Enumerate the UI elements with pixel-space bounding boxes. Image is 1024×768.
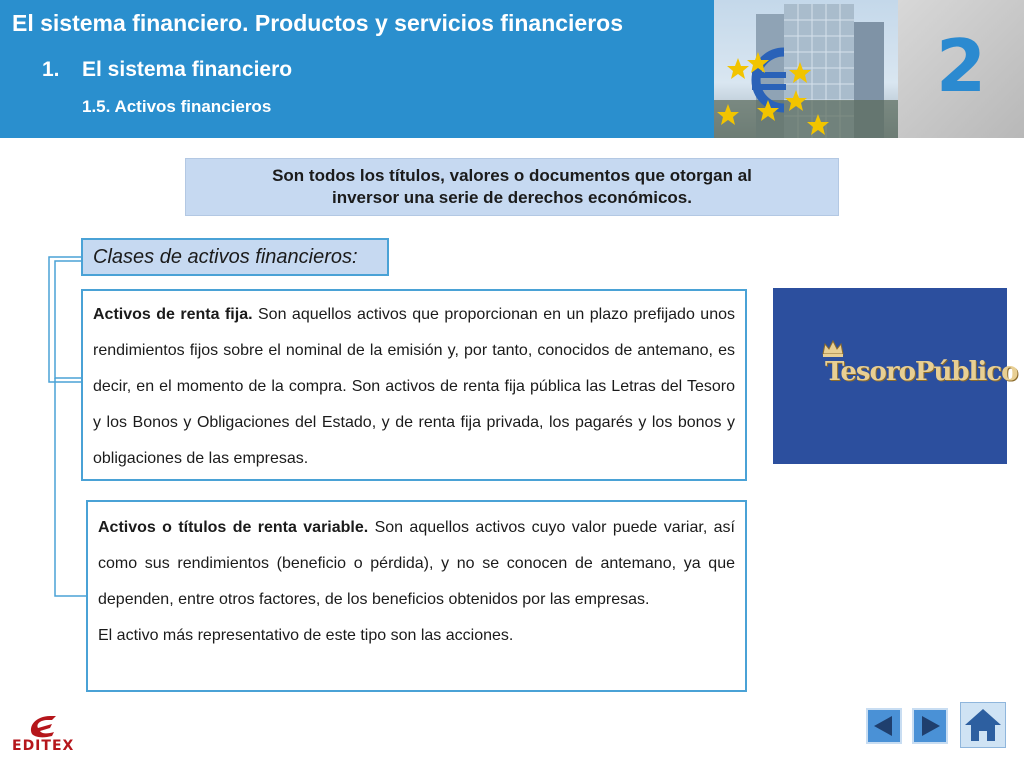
variable-income-text: Son aquellos activos cuyo valor puede variar, así como sus rendimientos (beneficio o pérdida), y no se conocen de antemano, ya que dependen, entre otros factores, de los beneficios obtenidos por las empresas. [98,519,736,608]
variable-income-note: El activo más representativo de este tipo son las acciones. [98,627,514,644]
fixed-income-box [81,289,747,481]
header-banner [0,0,1024,138]
variable-income-term: Activos o títulos de renta variable. [98,519,369,536]
definition-line-1: Son todos los títulos, valores o documentos que otorgan al [272,166,752,185]
editex-logo [10,712,80,762]
definition-box [185,158,839,216]
tesoro-publico-logo [773,288,1018,464]
fixed-income-term: Activos de renta fija. [93,306,253,323]
page-title: El sistema financiero. Productos y servicios financieros [12,10,624,36]
arrow-left-icon [868,710,900,742]
section-label: El sistema financiero [82,58,293,81]
euro-tower-illustration [714,0,898,138]
previous-slide-button[interactable] [866,708,902,744]
tesoro-publico-wordmark: TesoroPúblico [825,357,1018,387]
section-number: 1. [42,58,60,81]
classes-heading: Clases de activos financieros: [81,238,389,276]
fixed-income-paragraph [93,297,735,477]
chapter-number: 2 [935,24,987,108]
arrow-right-icon [914,710,946,742]
crown-icon [821,338,845,358]
editex-emblem-icon [26,712,66,740]
chapter-badge [898,0,1024,138]
definition-line-2: inversor una serie de derechos económicos. [332,188,692,207]
euro-tower-photo [714,0,898,138]
variable-income-box [86,500,747,692]
subsection-title: 1.5. Activos financieros [82,97,272,116]
home-icon [961,703,1005,747]
variable-income-paragraph [98,510,735,618]
home-button[interactable] [960,702,1006,748]
fixed-income-text: Son aquellos activos que proporcionan en un plazo prefijado unos rendimientos fijos sobre el nominal de la emisión y, por tanto, conocidos de antemano, es decir, en el momento de la compra. Son activos de renta fija pública las Letras del Tesoro y los Bonos y Obligaciones del Estado, y de renta fija privada, los pagarés y los bonos y obligaciones de las empresas. [93,306,736,467]
next-slide-button[interactable] [912,708,948,744]
editex-wordmark: EDITEX [12,738,75,754]
